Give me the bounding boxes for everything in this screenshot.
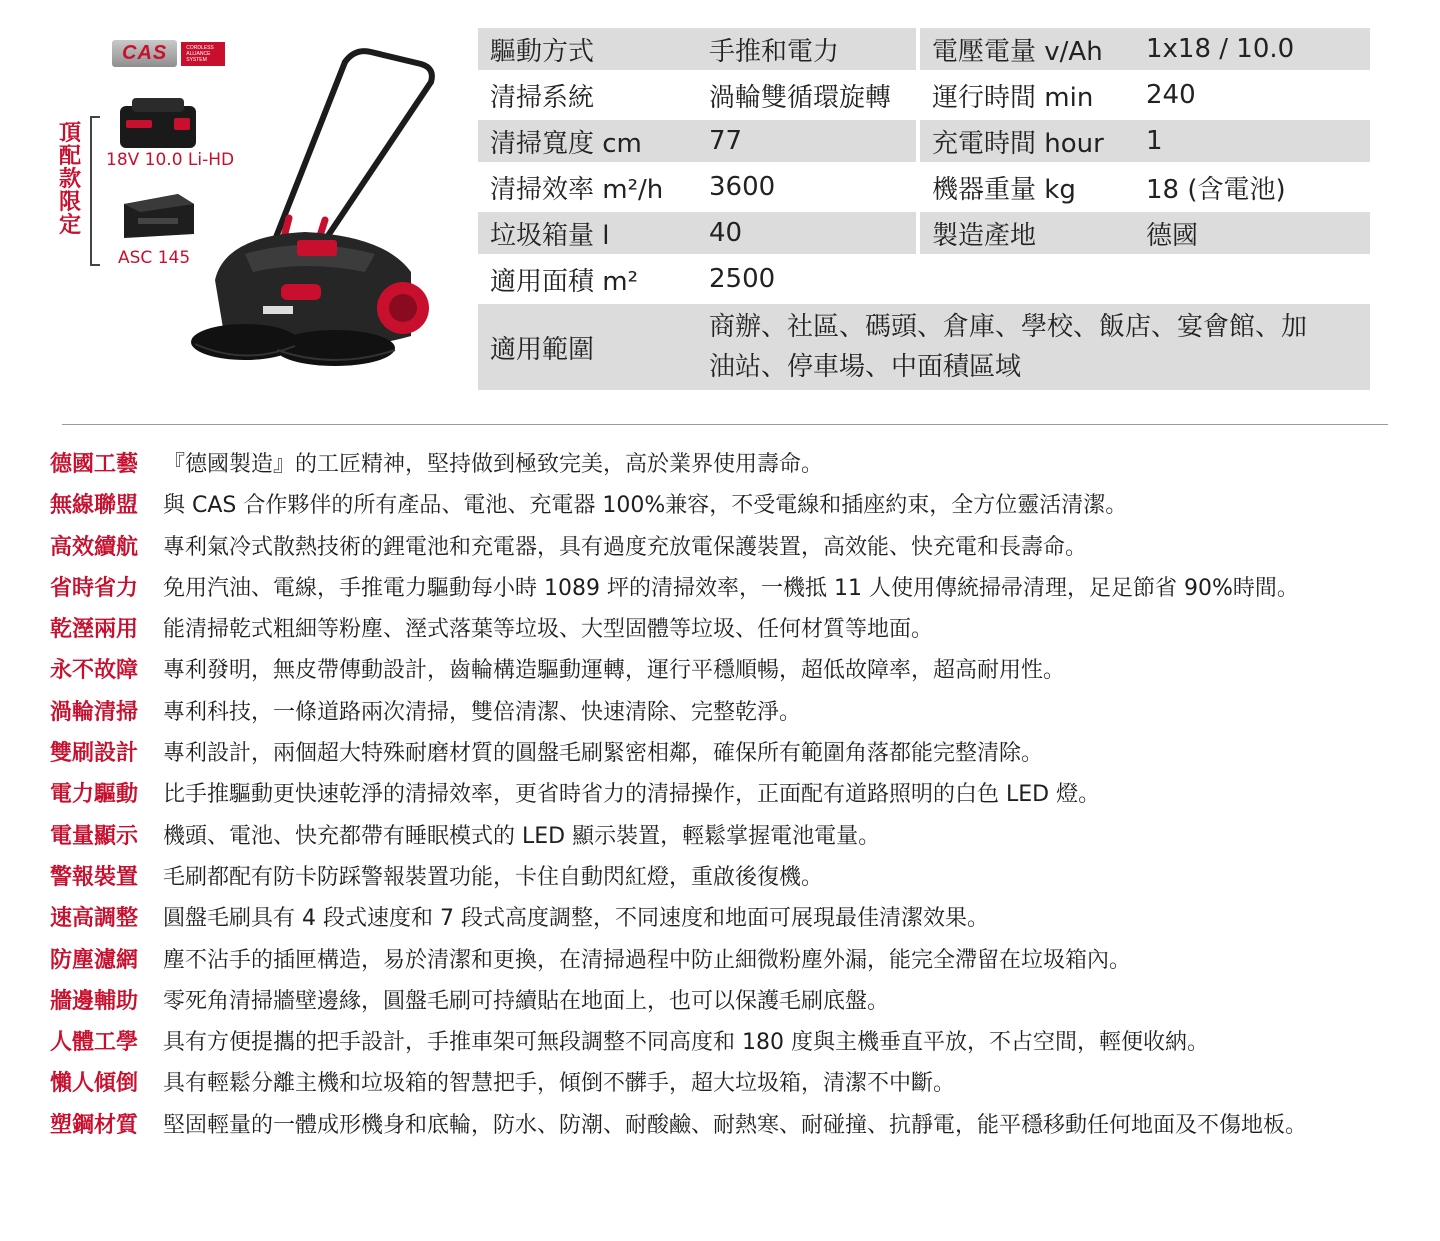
feature-item <box>50 485 1400 526</box>
spec-value: 2500 <box>709 264 776 294</box>
spec-value-range <box>697 304 1370 390</box>
charger-label: ASC 145 <box>118 248 191 268</box>
feature-name: 高效續航 <box>50 534 139 560</box>
spec-row <box>478 28 1370 70</box>
feature-item <box>50 1105 1400 1146</box>
spec-label: 運行時間 min <box>932 82 1094 113</box>
feature-item <box>50 692 1400 733</box>
feature-name: 乾溼兩用 <box>50 617 139 643</box>
spec-label: 清掃寬度 cm <box>478 120 697 162</box>
cas-logo-mark: CAS <box>112 40 177 67</box>
feature-desc: 免用汽油、電線，手推電力驅動每小時 1089 坪的清掃效率，一機抵 11 人使用傳統掃帚清理，足足節省 90%時間。 <box>163 575 1299 601</box>
bracket-line <box>90 116 100 266</box>
feature-name: 省時省力 <box>50 575 139 601</box>
feature-item <box>50 527 1400 568</box>
feature-desc: 毛刷都配有防卡防踩警報裝置功能，卡住自動閃紅燈，重啟後復機。 <box>163 864 824 890</box>
spec-label: 製造產地 <box>920 212 1134 254</box>
feature-name: 雙刷設計 <box>50 741 139 767</box>
feature-item <box>50 940 1400 981</box>
spec-row <box>478 258 1370 300</box>
feature-item <box>50 444 1400 485</box>
feature-name: 塑鋼材質 <box>50 1112 139 1138</box>
spec-value: 240 <box>1146 80 1196 110</box>
product-image <box>50 30 450 370</box>
feature-name: 速高調整 <box>50 906 139 932</box>
feature-item <box>50 733 1400 774</box>
feature-name: 電力驅動 <box>50 782 139 808</box>
limited-edition-label <box>50 122 90 237</box>
feature-desc: 專利科技，一條道路兩次清掃，雙倍清潔、快速清除、完整乾淨。 <box>163 699 802 725</box>
spec-value: 40 <box>697 212 916 254</box>
feature-desc: 能清掃乾式粗細等粉塵、溼式落葉等垃圾、大型固體等垃圾、任何材質等地面。 <box>163 617 934 643</box>
spec-label: 充電時間 hour <box>920 120 1134 162</box>
feature-item <box>50 816 1400 857</box>
spec-value: 德國 <box>1134 212 1370 254</box>
feature-item <box>50 898 1400 939</box>
feature-name: 電量顯示 <box>50 823 139 849</box>
spec-label: 垃圾箱量 l <box>478 212 697 254</box>
limited-edition-text: 頂配款限定 <box>58 121 81 238</box>
spec-label: 機器重量 kg <box>932 174 1076 205</box>
section-divider <box>62 424 1388 425</box>
spec-empty <box>920 258 1134 300</box>
spec-label: 適用面積 m² <box>490 266 639 297</box>
spec-value: 77 <box>697 120 916 162</box>
spec-row <box>478 74 1370 116</box>
spec-value: 1x18 / 10.0 <box>1134 28 1370 70</box>
spec-empty <box>1134 258 1370 300</box>
feature-desc: 機頭、電池、快充都帶有睡眠模式的 LED 顯示裝置，輕鬆掌握電池電量。 <box>163 823 881 849</box>
feature-item <box>50 609 1400 650</box>
feature-desc: 專利設計，兩個超大特殊耐磨材質的圓盤毛刷緊密相鄰，確保所有範圍角落都能完整清除。 <box>163 741 1044 767</box>
cas-logo-subtitle: CORDLESS ALLIANCE SYSTEM <box>181 42 225 66</box>
feature-desc: 具有方便提攜的把手設計，手推車架可無段調整不同高度和 180 度與主機垂直平放，不占空間，輕便收納。 <box>163 1030 1209 1056</box>
feature-desc: 零死角清掃牆壁邊緣，圓盤毛刷可持續貼在地面上，也可以保護毛刷底盤。 <box>163 988 890 1014</box>
spec-label: 驅動方式 <box>478 28 697 70</box>
spec-value: 渦輪雙循環旋轉 <box>709 82 892 113</box>
feature-item <box>50 774 1400 815</box>
spec-row <box>478 166 1370 208</box>
feature-desc: 圓盤毛刷具有 4 段式速度和 7 段式高度調整，不同速度和地面可展現最佳清潔效果。 <box>163 906 989 932</box>
spec-label: 清掃系統 <box>490 82 595 113</box>
feature-name: 懶人傾倒 <box>50 1071 139 1097</box>
feature-name: 防塵濾網 <box>50 947 139 973</box>
range-text: 商辦、社區、碼頭、倉庫、學校、飯店、宴會館、加油站、停車場、中面積區域 <box>709 312 1308 382</box>
feature-item <box>50 1022 1400 1063</box>
feature-name: 人體工學 <box>50 1030 139 1056</box>
spec-value: 1 <box>1134 120 1370 162</box>
feature-item <box>50 650 1400 691</box>
spec-label-range: 適用範圍 <box>478 304 697 390</box>
feature-name: 無線聯盟 <box>50 493 139 519</box>
feature-name: 警報裝置 <box>50 864 139 890</box>
spec-label: 清掃效率 m²/h <box>490 174 664 205</box>
battery-label: 18V 10.0 Li-HD <box>106 150 235 170</box>
feature-item <box>50 1063 1400 1104</box>
feature-desc: 具有輕鬆分離主機和垃圾箱的智慧把手，傾倒不髒手，超大垃圾箱，清潔不中斷。 <box>163 1071 956 1097</box>
feature-name: 德國工藝 <box>50 452 139 477</box>
feature-desc: 專利發明，無皮帶傳動設計，齒輪構造驅動運轉，運行平穩順暢，超低故障率，超高耐用性。 <box>163 658 1066 684</box>
spec-value: 3600 <box>709 172 776 202</box>
feature-item <box>50 857 1400 898</box>
spec-label: 電壓電量 v/Ah <box>920 28 1134 70</box>
spec-table <box>478 24 1370 394</box>
feature-list <box>50 444 1400 1146</box>
feature-name: 渦輪清掃 <box>50 699 139 725</box>
feature-name: 永不故障 <box>50 658 139 684</box>
spec-row <box>478 120 1370 162</box>
sweeper-illustration <box>185 40 445 370</box>
feature-desc: 比手推驅動更快速乾淨的清掃效率，更省時省力的清掃操作，正面配有道路照明的白色 LED 燈。 <box>163 782 1101 808</box>
feature-name: 牆邊輔助 <box>50 988 139 1014</box>
feature-desc: 專利氣冷式散熱技術的鋰電池和充電器，具有過度充放電保護裝置，高效能、快充電和長壽命。 <box>163 534 1088 560</box>
feature-desc: 與 CAS 合作夥伴的所有產品、電池、充電器 100%兼容，不受電線和插座約束，全方位靈活清潔。 <box>163 493 1128 519</box>
feature-desc: 堅固輕量的一體成形機身和底輪，防水、防潮、耐酸鹼、耐熱寒、耐碰撞、抗靜電，能平穩移動任何地面及不傷地板。 <box>163 1112 1308 1138</box>
feature-desc: 塵不沾手的插匣構造，易於清潔和更換，在清掃過程中防止細微粉塵外漏，能完全滯留在垃圾箱內。 <box>163 947 1132 973</box>
feature-item <box>50 981 1400 1022</box>
feature-item <box>50 568 1400 609</box>
spec-row-range <box>478 304 1370 390</box>
spec-value: 18 (含電池) <box>1146 174 1286 205</box>
feature-desc: 『德國製造』的工匠精神，堅持做到極致完美，高於業界使用壽命。 <box>163 452 824 477</box>
spec-row <box>478 212 1370 254</box>
spec-value: 手推和電力 <box>697 28 916 70</box>
